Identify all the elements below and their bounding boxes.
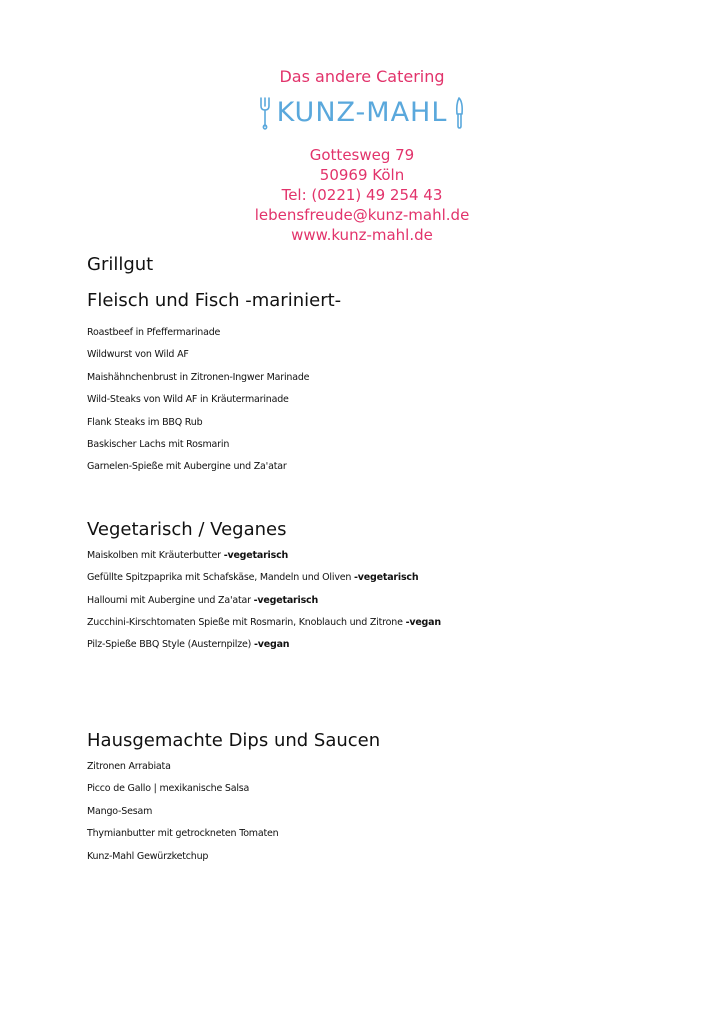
list-item: Wildwurst von Wild AF [87,349,189,361]
list-item: Wild-Steaks von Wild AF in Kräutermarinade [87,394,289,406]
diet-tag: -vegetarisch [223,549,289,561]
diet-tag: -vegetarisch [253,594,319,606]
diet-tag: -vegetarisch [354,572,419,584]
list-item: Baskischer Lachs mit Rosmarin [87,439,230,451]
diet-tag: -vegan [254,639,290,651]
veg-list [87,545,707,657]
list-item: Maishähnchenbrust in Zitronen-Ingwer Marinade [87,371,310,383]
list-item: Mango-Sesam [87,805,153,817]
letterhead [0,66,724,245]
list-item: Flank Steaks im BBQ Rub [87,416,203,428]
menu-content [87,252,707,868]
list-item: Maiskolben mit Kräuterbutter -vegetarisch [87,549,289,561]
fork-icon [259,96,271,130]
list-item: Gefüllte Spitzpaprika mit Schafskäse, Mandeln und Oliven -vegetarisch [87,572,419,584]
list-item: Garnelen-Spieße mit Aubergine und Za'atar [87,461,287,473]
section-heading-meat: Fleisch und Fisch -mariniert- [87,290,342,311]
list-item: Roastbeef in Pfeffermarinade [87,327,221,338]
phone-number: Tel: (0221) 49 254 43 [281,186,443,204]
section-heading-veg: Vegetarisch / Veganes [87,518,287,540]
list-item: Thymianbutter mit getrockneten Tomaten [87,828,279,840]
address-city: 50969 Köln [319,166,405,184]
list-item: Kunz-Mahl Gewürzketchup [87,850,209,862]
meat-list [87,322,707,479]
list-item: Halloumi mit Aubergine und Za'atar -vegetarisch [87,594,319,606]
list-item: Zitronen Arrabiata [87,760,171,772]
address-street: Gottesweg 79 [309,146,415,164]
list-item: Picco de Gallo | mexikanische Salsa [87,783,250,795]
logo [0,91,724,135]
website-link[interactable]: www.kunz-mahl.de [291,226,433,244]
email-link[interactable]: lebensfreude@kunz-mahl.de [254,206,470,224]
logo-text: KUNZ-MAHL [276,97,448,128]
dips-list [87,756,707,868]
section-heading-dips: Hausgemachte Dips und Saucen [87,729,381,751]
list-item: Zucchini-Kirschtomaten Spieße mit Rosmarin, Knoblauch und Zitrone -vegan [87,617,441,629]
page-title: Grillgut [87,254,154,275]
knife-icon [453,96,465,130]
tagline: Das andere Catering [279,67,445,86]
diet-tag: -vegan [405,617,441,629]
list-item: Pilz-Spieße BBQ Style (Austernpilze) -vegan [87,639,290,651]
